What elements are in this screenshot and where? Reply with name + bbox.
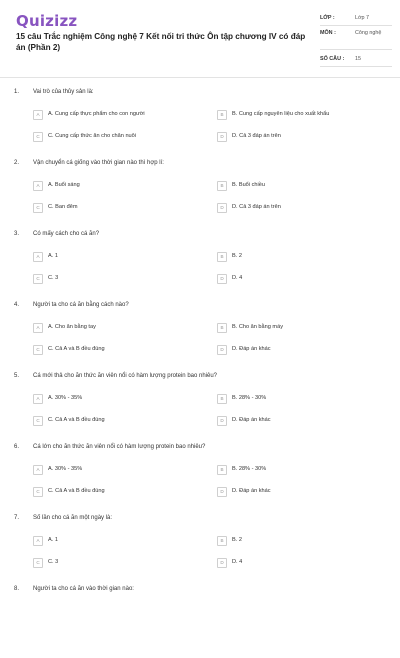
- question-text: Cá lớn cho ăn thức ăn viên nổi có hàm lượng protein bao nhiêu?: [33, 444, 206, 450]
- document-title: 15 câu Trắc nghiệm Công nghệ 7 Kết nối tri thức Ôn tập chương IV có đáp án (Phần 2): [16, 32, 306, 52]
- worksheet-header: [0, 0, 400, 78]
- option-letter-box: B: [217, 323, 227, 333]
- question-item: [0, 160, 400, 232]
- option-letter-box: A: [33, 394, 43, 404]
- question-text: Số lần cho cá ăn một ngày là:: [33, 515, 113, 521]
- option-text: A. 1: [48, 537, 58, 543]
- answer-option-b[interactable]: [217, 181, 387, 191]
- question-item: [0, 586, 400, 658]
- option-text: A. Buổi sáng: [48, 182, 80, 188]
- option-text: C. 3: [48, 275, 59, 281]
- question-item: [0, 444, 400, 516]
- option-letter-box: D: [217, 274, 227, 284]
- count-value: 15: [355, 56, 361, 62]
- option-letter-box: B: [217, 536, 227, 546]
- answer-option-b[interactable]: [217, 323, 387, 333]
- option-text: A. 1: [48, 253, 58, 259]
- option-text: B. 28% - 30%: [232, 466, 267, 472]
- option-text: D. Đáp án khác: [232, 488, 271, 494]
- option-letter-box: D: [217, 132, 227, 142]
- option-text: B. 2: [232, 537, 242, 543]
- option-letter-box: B: [217, 110, 227, 120]
- option-letter-box: C: [33, 345, 43, 355]
- answer-option-a[interactable]: [33, 536, 203, 546]
- answer-option-c[interactable]: [33, 203, 203, 213]
- question-item: [0, 515, 400, 587]
- option-letter-box: D: [217, 345, 227, 355]
- option-text: C. 3: [48, 559, 59, 565]
- answer-option-d[interactable]: [217, 487, 387, 497]
- option-text: C. Cung cấp thức ăn cho chăn nuôi: [48, 133, 137, 139]
- answer-option-c[interactable]: [33, 132, 203, 142]
- question-item: [0, 231, 400, 303]
- answer-option-b[interactable]: [217, 465, 387, 475]
- question-number: 4.: [14, 302, 20, 308]
- option-letter-box: B: [217, 465, 227, 475]
- question-text: Vận chuyển cá giống vào thời gian nào thì hợp lí:: [33, 160, 164, 166]
- question-item: [0, 373, 400, 445]
- subject-value: Công nghệ: [355, 30, 382, 36]
- subject-label: MÔN :: [320, 30, 336, 36]
- question-number: 5.: [14, 373, 20, 379]
- quizizz-logo: Quizizz: [16, 12, 78, 30]
- answer-option-a[interactable]: [33, 394, 203, 404]
- option-letter-box: D: [217, 487, 227, 497]
- option-text: B. Cung cấp nguyên liệu cho xuất khẩu: [232, 111, 330, 117]
- answer-option-d[interactable]: [217, 345, 387, 355]
- answer-option-c[interactable]: [33, 345, 203, 355]
- option-letter-box: A: [33, 110, 43, 120]
- question-text: Có mấy cách cho cá ăn?: [33, 231, 100, 237]
- option-text: C. Cả A và B đều đúng: [48, 488, 105, 494]
- grade-label: LỚP :: [320, 15, 335, 21]
- option-letter-box: B: [217, 252, 227, 262]
- answer-option-a[interactable]: [33, 252, 203, 262]
- option-letter-box: B: [217, 394, 227, 404]
- answer-option-a[interactable]: [33, 110, 203, 120]
- option-text: B. Cho ăn bằng máy: [232, 324, 283, 330]
- answer-option-c[interactable]: [33, 558, 203, 568]
- answer-option-d[interactable]: [217, 558, 387, 568]
- option-text: C. Cả A và B đều đúng: [48, 417, 105, 423]
- option-text: D. Cả 3 đáp án trên: [232, 204, 281, 210]
- question-text: Cá mới thả cho ăn thức ăn viên nổi có hàm lượng protein bao nhiêu?: [33, 373, 218, 379]
- question-number: 1.: [14, 89, 20, 95]
- option-text: B. 2: [232, 253, 242, 259]
- question-text: Người ta cho cá ăn bằng cách nào?: [33, 302, 129, 308]
- option-letter-box: A: [33, 323, 43, 333]
- answer-option-d[interactable]: [217, 132, 387, 142]
- meta-divider: [320, 49, 392, 50]
- option-text: A. Cung cấp thực phẩm cho con người: [48, 111, 145, 117]
- option-letter-box: B: [217, 181, 227, 191]
- option-text: B. 28% - 30%: [232, 395, 267, 401]
- option-letter-box: A: [33, 252, 43, 262]
- answer-option-d[interactable]: [217, 416, 387, 426]
- question-item: [0, 302, 400, 374]
- answer-option-a[interactable]: [33, 323, 203, 333]
- answer-option-d[interactable]: [217, 274, 387, 284]
- grade-value: Lớp 7: [355, 15, 370, 21]
- answer-option-d[interactable]: [217, 203, 387, 213]
- answer-option-c[interactable]: [33, 274, 203, 284]
- option-letter-box: A: [33, 181, 43, 191]
- answer-option-b[interactable]: [217, 110, 387, 120]
- option-text: A. 30% - 35%: [48, 466, 83, 472]
- question-number: 7.: [14, 515, 20, 521]
- question-text: Người ta cho cá ăn vào thời gian nào:: [33, 586, 134, 592]
- question-number: 8.: [14, 586, 20, 592]
- option-text: D. 4: [232, 559, 243, 565]
- header-divider: [0, 77, 400, 78]
- option-text: C. Ban đêm: [48, 204, 78, 210]
- meta-divider: [320, 66, 392, 67]
- count-label: SỐ CÂU :: [320, 56, 345, 62]
- question-text: Vai trò của thủy sản là:: [33, 89, 94, 95]
- option-letter-box: D: [217, 558, 227, 568]
- answer-option-a[interactable]: [33, 181, 203, 191]
- question-item: [0, 89, 400, 161]
- answer-option-b[interactable]: [217, 536, 387, 546]
- answer-option-b[interactable]: [217, 394, 387, 404]
- option-letter-box: C: [33, 274, 43, 284]
- option-text: C. Cả A và B đều đúng: [48, 346, 105, 352]
- answer-option-c[interactable]: [33, 416, 203, 426]
- option-letter-box: C: [33, 416, 43, 426]
- meta-divider: [320, 25, 392, 26]
- option-letter-box: A: [33, 536, 43, 546]
- option-letter-box: C: [33, 132, 43, 142]
- option-text: A. Cho ăn bằng tay: [48, 324, 96, 330]
- option-text: D. Cả 3 đáp án trên: [232, 133, 281, 139]
- question-number: 2.: [14, 160, 20, 166]
- answer-option-c[interactable]: [33, 487, 203, 497]
- option-letter-box: C: [33, 487, 43, 497]
- answer-option-b[interactable]: [217, 252, 387, 262]
- option-letter-box: A: [33, 465, 43, 475]
- option-letter-box: C: [33, 558, 43, 568]
- question-number: 6.: [14, 444, 20, 450]
- option-letter-box: C: [33, 203, 43, 213]
- question-number: 3.: [14, 231, 20, 237]
- option-text: A. 30% - 35%: [48, 395, 83, 401]
- option-text: D. Đáp án khác: [232, 346, 271, 352]
- option-letter-box: D: [217, 416, 227, 426]
- answer-option-a[interactable]: [33, 465, 203, 475]
- option-text: D. 4: [232, 275, 243, 281]
- option-text: B. Buổi chiều: [232, 182, 265, 188]
- option-letter-box: D: [217, 203, 227, 213]
- option-text: D. Đáp án khác: [232, 417, 271, 423]
